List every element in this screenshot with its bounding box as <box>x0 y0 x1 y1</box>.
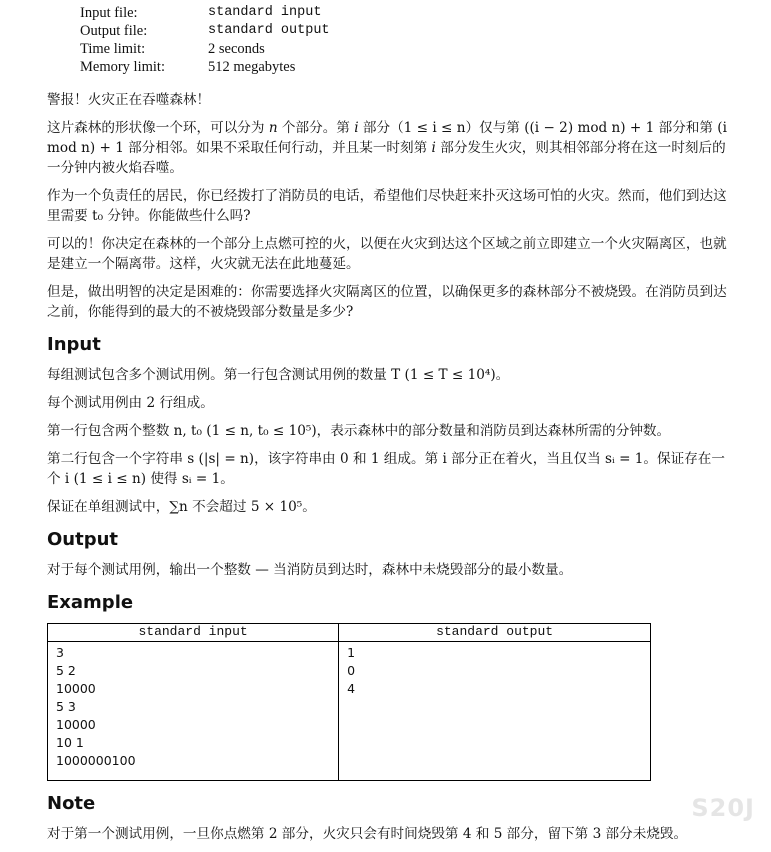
problem-statement <box>47 90 727 852</box>
memory-limit-value: 512 megabytes <box>208 59 296 75</box>
output-file-label: Output file: <box>80 23 148 39</box>
statement-paragraph-3: 可以的！你决定在森林的一个部分上点燃可控的火，以便在火灾到达这个区域之前立即建立一个火灾隔离区，也就是建立一个隔离带。这样，火灾就无法在此地蔓延。 <box>47 236 727 272</box>
statement-paragraph-2: 作为一个负责任的居民，你已经拨打了消防员的电话，希望他们尽快赶来扑灭这场可怕的火灾。然而，他们到达这里需要 t₀ 分钟。你能做些什么吗? <box>47 188 727 224</box>
input-paragraph-1: 每组测试包含多个测试用例。第一行包含测试用例的数量 T (1 ≤ T ≤ 10⁴)。 <box>47 367 510 383</box>
statement-p1-i2: i <box>431 140 436 156</box>
statement-p1-b: 个部分。第 <box>277 120 355 136</box>
memory-limit-row <box>80 58 330 76</box>
example-output-line: 1 <box>347 645 356 660</box>
example-output-cell <box>339 642 651 781</box>
example-input-line: 10000 <box>56 681 96 696</box>
example-input-line: 5 2 <box>56 663 76 678</box>
alarm-text: 警报！火灾正在吞噬森林！ <box>47 92 211 108</box>
statement-p1-d: 部分发生火灾，则其相邻部分将在这一时刻后的一分钟内被火焰吞噬。 <box>47 140 726 176</box>
input-heading: Input <box>47 334 101 355</box>
input-paragraph-4: 第二行包含一个字符串 s (|s| = n)，该字符串由 0 和 1 组成。第 i 部分正在着火，当且仅当 sᵢ = 1。保证存在一个 i (1 ≤ i ≤ n) 使得 sᵢ = 1。 <box>47 451 725 487</box>
statement-p1-c: 部分（1 ≤ i ≤ n）仅与第 ((i − 2) mod n) + 1 部分和第 (i mod n) + 1 部分相邻。如果不采取任何行动，并且某一时刻第 <box>47 120 727 156</box>
example-input-line: 10 1 <box>56 735 84 750</box>
example-input-line: 10000 <box>56 717 96 732</box>
watermark-logo: S20J <box>691 794 755 822</box>
statement-p1-i: i <box>354 120 359 136</box>
example-output-header: standard output <box>339 624 651 642</box>
input-file-row <box>80 4 330 22</box>
note-paragraph-1: 对于第一个测试用例，一旦你点燃第 2 部分，火灾只会有时间烧毁第 4 和 5 部分，留下第 3 部分未烧毁。 <box>47 826 688 842</box>
example-heading: Example <box>47 592 134 613</box>
input-paragraph-5: 保证在单组测试中，∑n 不会超过 5 × 10⁵。 <box>47 499 316 515</box>
example-input-header: standard input <box>48 624 339 642</box>
statement-p1-a: 这片森林的形状像一个环，可以分为 <box>47 120 269 136</box>
statement-paragraph-4: 但是，做出明智的决定是困难的：你需要选择火灾隔离区的位置，以确保更多的森林部分不被烧毁。在消防员到达之前，你能得到的最大的不被烧毁部分数量是多少? <box>47 284 727 320</box>
output-paragraph-1: 对于每个测试用例，输出一个整数 — 当消防员到达时，森林中未烧毁部分的最小数量。 <box>47 562 573 578</box>
time-limit-row <box>80 40 330 58</box>
example-input-line: 1000000100 <box>56 753 136 768</box>
memory-limit-label: Memory limit: <box>80 59 165 75</box>
output-heading: Output <box>47 529 119 550</box>
statement-paragraph-1 <box>47 118 727 178</box>
input-paragraph-2: 每个测试用例由 2 行组成。 <box>47 395 214 411</box>
example-input-line: 5 3 <box>56 699 76 714</box>
time-limit-value: 2 seconds <box>208 41 265 57</box>
example-input-line: 3 <box>56 645 64 660</box>
input-file-label: Input file: <box>80 5 138 21</box>
problem-limits <box>80 4 330 76</box>
example-table <box>47 623 651 781</box>
input-paragraph-3: 第一行包含两个整数 n, t₀ (1 ≤ n, t₀ ≤ 10⁵)，表示森林中的部分数量和消防员到达森林所需的分钟数。 <box>47 423 671 439</box>
output-file-row <box>80 22 330 40</box>
output-file-value: standard output <box>208 23 330 38</box>
example-output-line: 4 <box>347 681 356 696</box>
time-limit-label: Time limit: <box>80 41 146 57</box>
input-file-value: standard input <box>208 5 322 20</box>
statement-p1-n: n <box>268 120 278 136</box>
note-heading: Note <box>47 793 96 814</box>
example-output-line: 0 <box>347 663 356 678</box>
example-input-cell <box>48 642 339 781</box>
